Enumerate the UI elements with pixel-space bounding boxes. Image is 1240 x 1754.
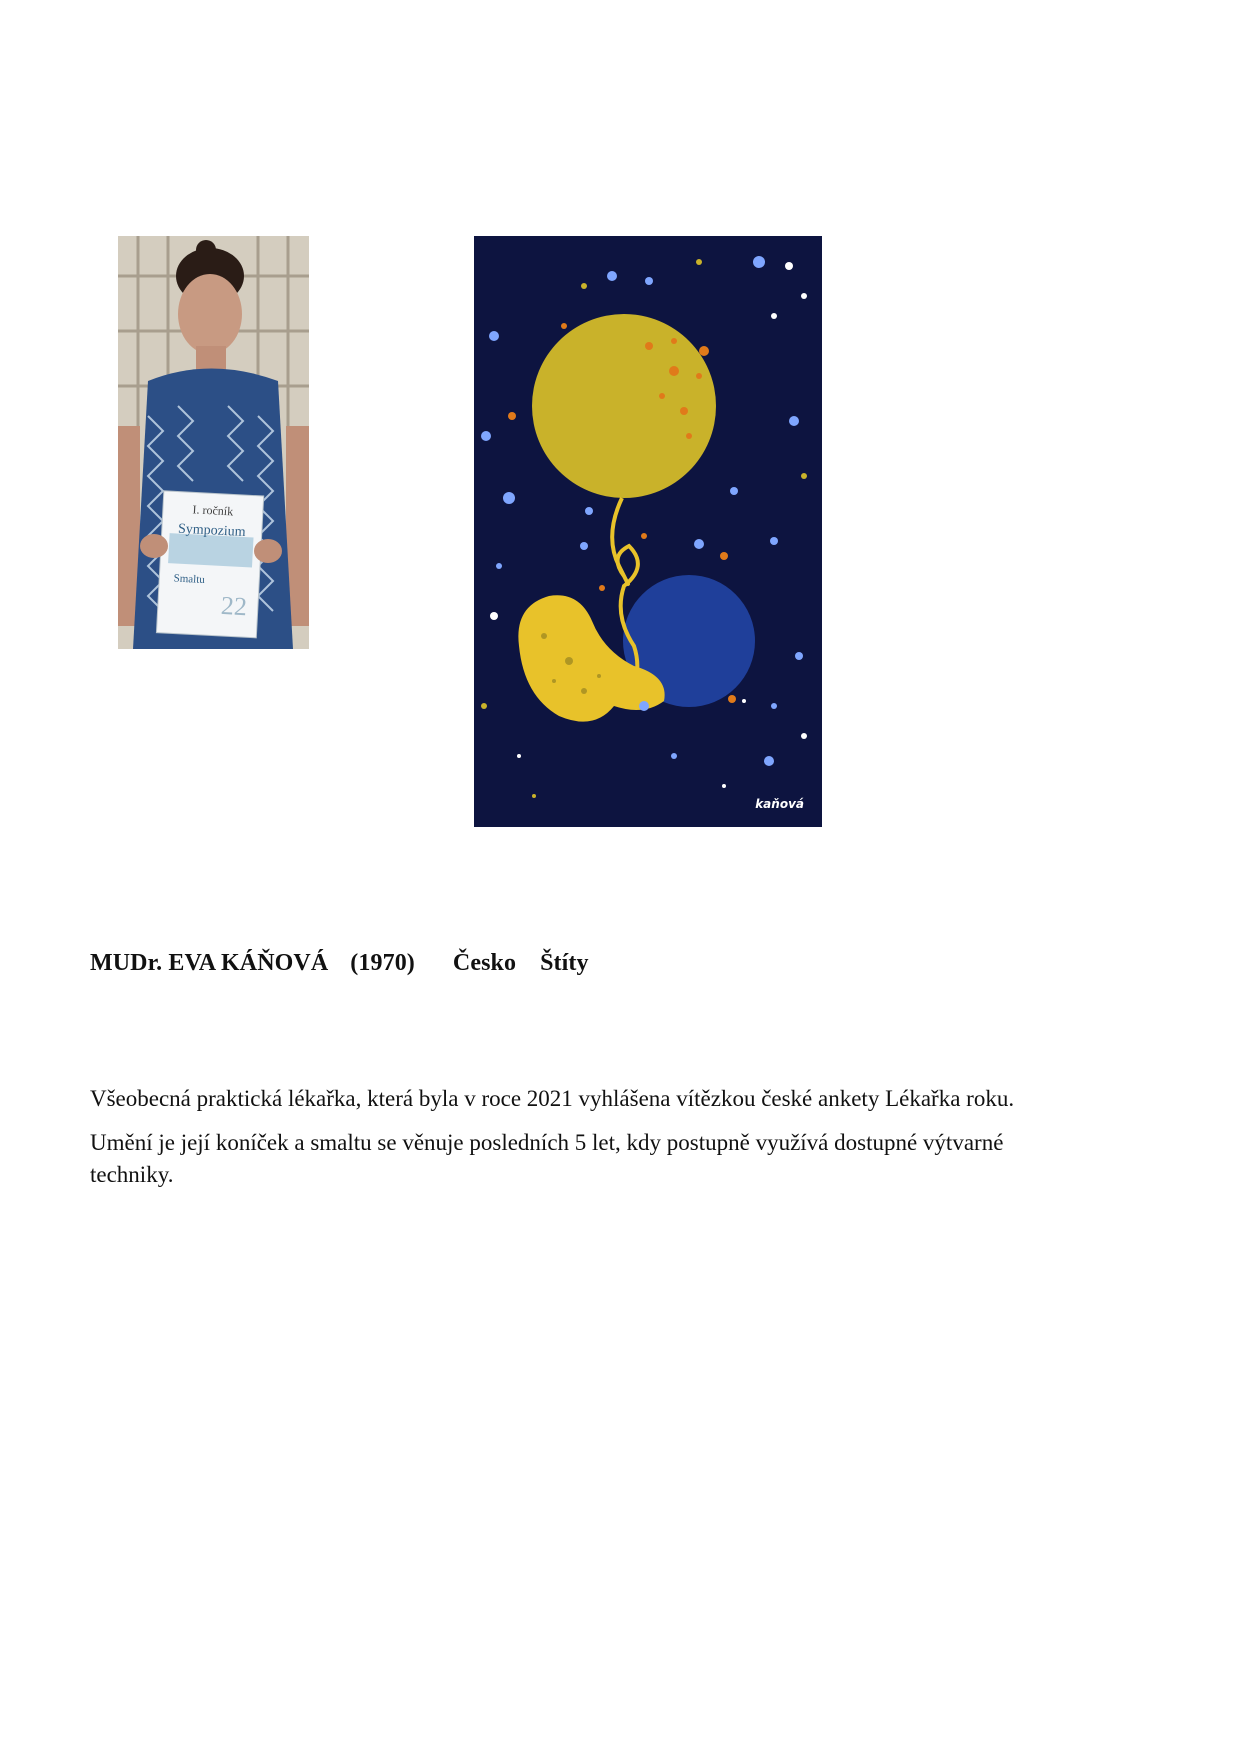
- artist-country: Česko: [452, 950, 517, 976]
- portrait-image: [118, 236, 309, 649]
- artist-heading: [90, 950, 589, 977]
- artist-portrait-photo: [118, 236, 309, 649]
- poster-line-3: Smaltu: [173, 572, 206, 587]
- artist-biography: [90, 1083, 1050, 1203]
- artist-birth-year: (1970): [350, 950, 415, 976]
- artwork-signature: kaňová: [755, 797, 804, 811]
- yellow-planet: [532, 314, 716, 498]
- bio-paragraph-2: Umění je její koníček a smaltu se věnuje posledních 5 let, kdy postupně využívá dostupné výtvarné techniky.: [90, 1130, 1004, 1187]
- enamel-artwork-image: [474, 236, 822, 827]
- poster-line-2: Sympozium: [177, 521, 247, 541]
- bio-paragraph-1: Všeobecná praktická lékařka, která byla v roce 2021 vyhlášena vítězkou české ankety Lékařka roku.: [90, 1086, 1015, 1111]
- artist-name: MUDr. EVA KÁŇOVÁ: [90, 950, 329, 976]
- artist-city: Štíty: [540, 950, 589, 976]
- poster-line-4: 22: [220, 590, 248, 622]
- poster-line-1: I. ročník: [192, 502, 234, 519]
- artwork-painting: [474, 236, 822, 827]
